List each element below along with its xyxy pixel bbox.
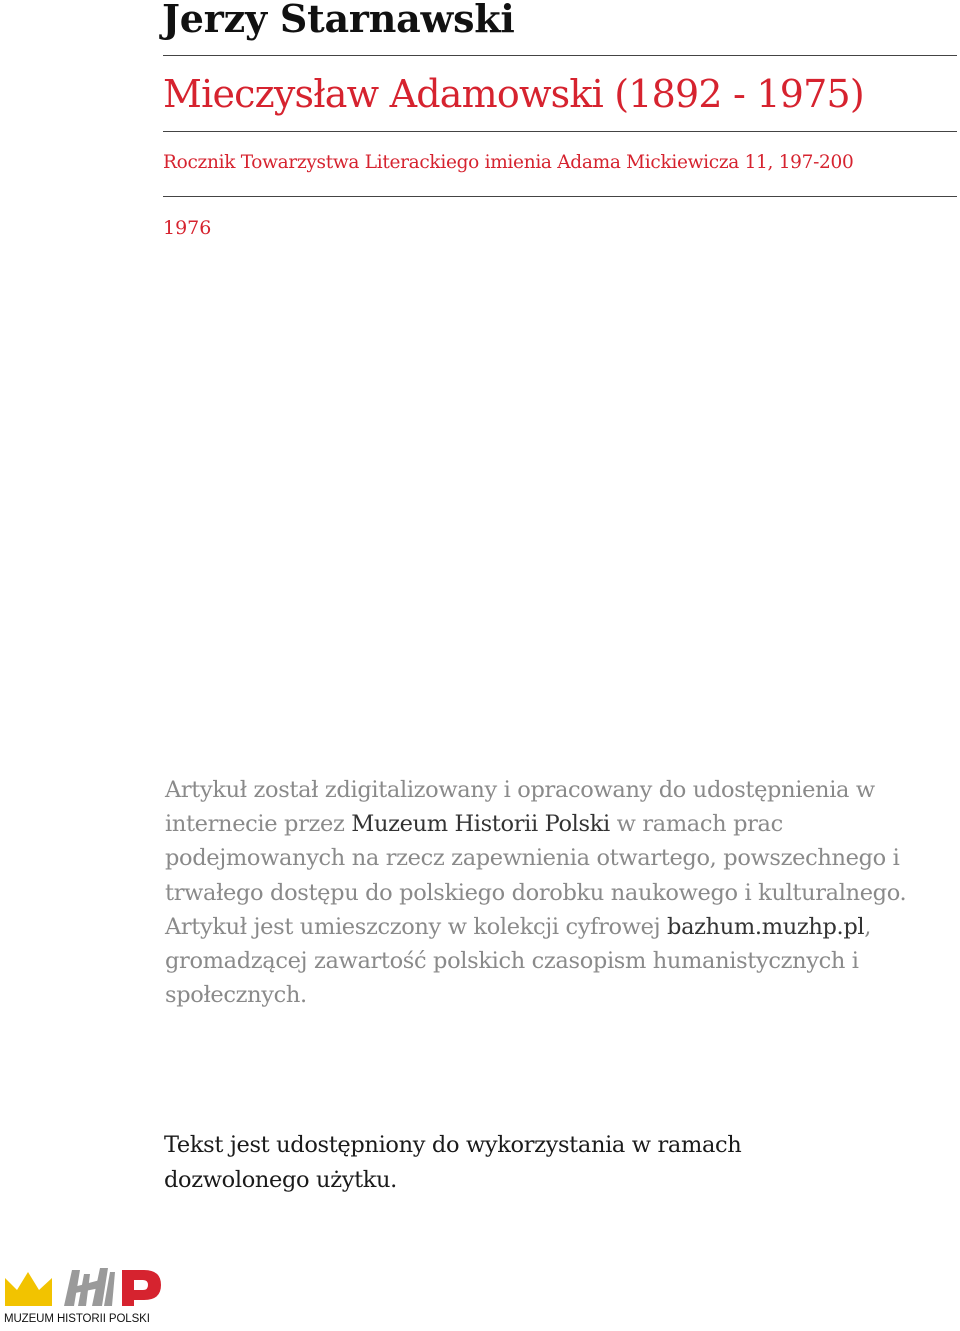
notice-text: w ramach prac podejmowanych na rzecz zapewnienia otwartego, powszechnego i trwałego dostępu do polskiego dorobku naukowego i kulturalnego. Artykuł jest umieszczony w kolekcji cyfrowej (165, 811, 907, 940)
author-name: Jerzy Starnawski (162, 0, 515, 41)
source-citation: Rocznik Towarzystwa Literackiego imienia Adama Mickiewicza 11, 197-200 (163, 152, 854, 173)
notice-text: , gromadzącej zawartość polskich czasopism humanistycznych i społecznych. (165, 913, 872, 1009)
usage-notice: Tekst jest udostępniony do wykorzystania w ramach dozwolonego użytku. (164, 1132, 742, 1193)
divider-line (163, 131, 957, 132)
publication-year: 1976 (163, 217, 212, 239)
museum-logo-label: MUZEUM HISTORII POLSKI (4, 1313, 150, 1325)
divider-line (163, 55, 957, 56)
collection-site-link[interactable]: bazhum.muzhp.pl (667, 913, 865, 940)
museum-logo (4, 1266, 174, 1330)
digitization-notice (165, 773, 935, 1012)
museum-logo-icon (4, 1266, 174, 1314)
article-title: Mieczysław Adamowski (1892 - 1975) (163, 72, 864, 116)
museum-link[interactable]: Muzeum Historii Polski (351, 811, 610, 838)
notice-text: Artykuł został zdigitalizowany i opracowany do udostępnienia w internecie przez (165, 777, 875, 838)
divider-line (163, 196, 957, 197)
